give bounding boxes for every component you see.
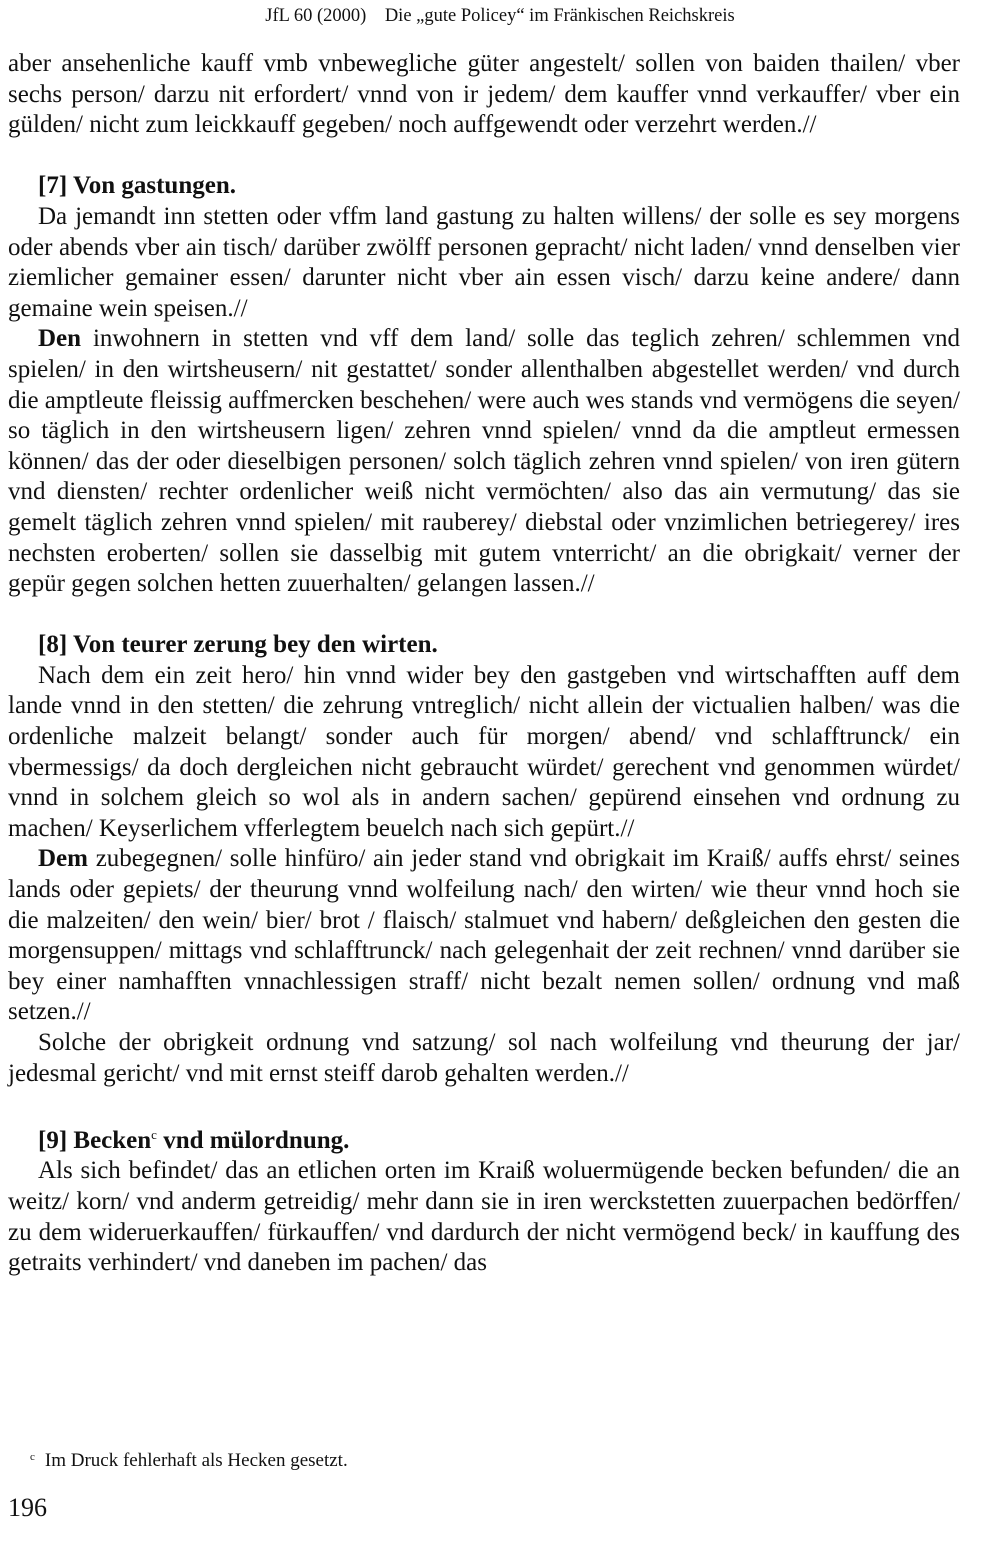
footnote	[30, 1446, 960, 1472]
section-8-paragraph-1: Nach dem ein zeit hero/ hin vnnd wider bey den gastgeben vnd wirtschafften auff dem lande vnnd in den stetten/ die zehrung vntreglich/ nicht allein der victualien halben/ was die ordenliche malzeit belangt/ sonder auch für morgen/ abend/ vnd schlafftrunck/ ein vbermessigs/ da doch dergleichen nicht gebraucht würdet/ gerechent vnd genommen würdet/ vnnd in solchem gleich so wol als in andern sachen/ gepürend einsehen vnd ordnung zu machen/ Keyserlichem vfferlegtem beuelch nach sich gepürt.//	[8, 661, 960, 842]
paragraph-text: zubegegnen/ solle hinfüro/ ain jeder stand vnd obrigkait im Kraiß/ auffs ehrst/ seines lands oder gepiets/ der theurung vnnd wolfeilung nach/ den wirten/ wie theur vnnd hoch sie die malzeiten/ den wein/ bier/ brot / flaisch/ stalmuet vnd habern/ deßgleichen den gesten die morgensuppen/ mittags vnd schlafftrunck/ nach gelegenhait der zeit rechnen/ vnnd darüber sie bey einer namhafften vnnachlessigen straff/ nicht bezalt nemen sollen/ ordnung vnd maß setzen.//	[8, 845, 960, 1026]
main-text	[8, 49, 960, 1279]
section-8-paragraph-3: Solche der obrigkeit ordnung vnd satzung/ sol nach wolfeilung vnd theurung der jar/ jedesmal gericht/ vnd mit ernst steiff darob gehalten werden.//	[8, 1029, 960, 1087]
intro-paragraph: aber ansehenliche kauff vmb vnbewegliche güter angestelt/ sollen von baiden thailen/ vber sechs person/ darzu nit erfordert/ vnnd von ir jedem/ dem kauffer vnnd verkauffer/ vber ein gülden/ nicht zum leickkauff gegeben/ noch auffgewendt oder verzehrt werden.//	[8, 50, 960, 139]
running-header: JfL 60 (2000) Die „gute Policey“ im Fränkischen Reichskreis	[265, 6, 735, 26]
footnote-reference: c	[151, 1126, 157, 1142]
heading-text: vnd mülordnung.	[156, 1126, 350, 1154]
section-9-heading	[8, 1120, 960, 1157]
section-7-paragraph-1: Da jemandt inn stetten oder vffm land gastung zu halten willens/ der solle es sey morgens oder abends vber ain tisch/ darüber zwölff personen gepracht/ nicht laden/ vnnd denselben vier ziemlicher gemainer essen/ darunter nicht vber ain essen visch/ darzu keine andere/ dann gemaine wein speisen.//	[8, 202, 960, 322]
section-8-heading: [8] Von teurer zerung bey den wirten.	[38, 631, 438, 659]
paragraph-text: inwohnern in stetten vnd vff dem land/ solle das teglich zehren/ schlemmen vnd spielen/ in den wirtsheusern/ nit gestattet/ sonder allenthalben abgestellet werden/ vnd durch die amptleute fleissig auffmercken beschehen/ were auch wes stands vnd vermögens die seyen/ so täglich in den wirtsheusern ligen/ zehren vnnd spielen/ vnnd da die amptleut ermessen können/ das der oder dieselbigen personen/ solch täglich zehren vnnd spielen/ von iren gütern vnd diensten/ rechter ordenlicher weiß nicht vermöchten/ also das ain vermutung/ das sie gemelt täglich zehren vnnd spielen/ mit rauberey/ diebstal oder vnzimlichen betriegerey/ ires nechsten eroberten/ sollen sie dasselbig mit gutem vnterricht/ an die obrigkait/ verner der gepür gegen solchen hetten zuuerhalten/ gelangen lassen.//	[8, 325, 960, 598]
section-7-paragraph-2	[8, 324, 960, 599]
heading-text: [9] Becken	[38, 1126, 152, 1154]
section-8-paragraph-2	[8, 844, 960, 1028]
section-9-paragraph-1: Als sich befindet/ das an etlichen orten im Kraiß woluermügende becken befunden/ die an weitz/ korn/ vnd anderm getreidig/ mehr dann sie in iren werckstetten zuuerpachen bedörffen/ zu dem wideruerkauffen/ fürkauffen/ vnd dardurch der nicht vermögend beck/ in kauffung des getraits verhindert/ vnd daneben im pachen/ das	[8, 1157, 960, 1277]
paragraph-lead-word: Den	[38, 325, 82, 353]
page-number: 196	[8, 1493, 47, 1522]
paragraph-lead-word: Dem	[38, 845, 88, 873]
footnote-marker: c	[30, 1451, 35, 1463]
footnote-text: Im Druck fehlerhaft als Hecken gesetzt.	[44, 1450, 348, 1471]
section-7-heading: [7] Von gastungen.	[38, 172, 236, 200]
